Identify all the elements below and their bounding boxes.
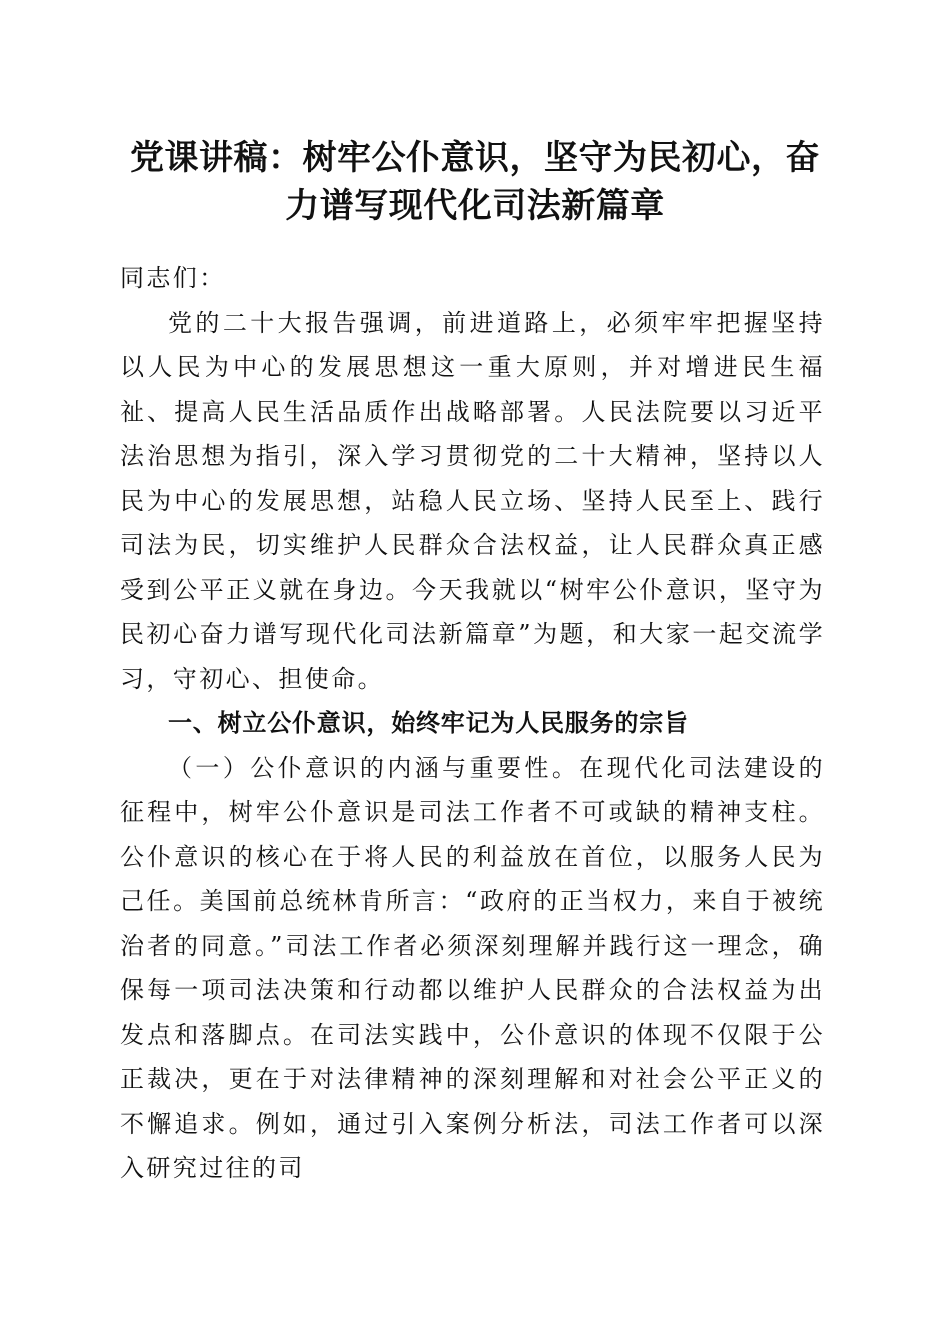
title-line-1: 党课讲稿：树牢公仆意识，坚守为民初心，奋 xyxy=(130,138,820,178)
salutation: 同志们： xyxy=(120,264,226,292)
document-title xyxy=(110,134,840,230)
title-line-2: 力谱写现代化司法新篇章 xyxy=(285,186,665,226)
intro-paragraph: 党的二十大报告强调，前进道路上，必须牢牢把握坚持以人民为中心的发展思想这一重大原则，并对增进民生福祉、提高人民生活品质作出战略部署。人民法院要以习近平法治思想为指引，深入学习贯彻党的二十大精神，坚持以人民为中心的发展思想，站稳人民立场、坚持人民至上、践行司法为民，切实维护人民群众合法权益，让人民群众真正感受到公平正义就在身边。今天我就以“树牢公仆意识，坚守为民初心奋力谱写现代化司法新篇章”为题，和大家一起交流学习，守初心、担使命。 xyxy=(120,308,825,693)
section-1-heading: 一、树立公仆意识，始终牢记为人民服务的宗旨 xyxy=(168,709,689,737)
document-body xyxy=(120,256,825,1191)
subsection-1-paragraph: （一）公仆意识的内涵与重要性。在现代化司法建设的征程中，树牢公仆意识是司法工作者不可或缺的精神支柱。公仆意识的核心在于将人民的利益放在首位，以服务人民为己任。美国前总统林肯所言：“政府的正当权力，来自于被统治者的同意。”司法工作者必须深刻理解并践行这一理念，确保每一项司法决策和行动都以维护人民群众的合法权益为出发点和落脚点。在司法实践中，公仆意识的体现不仅限于公正裁决，更在于对法律精神的深刻理解和对社会公平正义的不懈追求。例如，通过引入案例分析法，司法工作者可以深入研究过往的司 xyxy=(120,753,825,1182)
